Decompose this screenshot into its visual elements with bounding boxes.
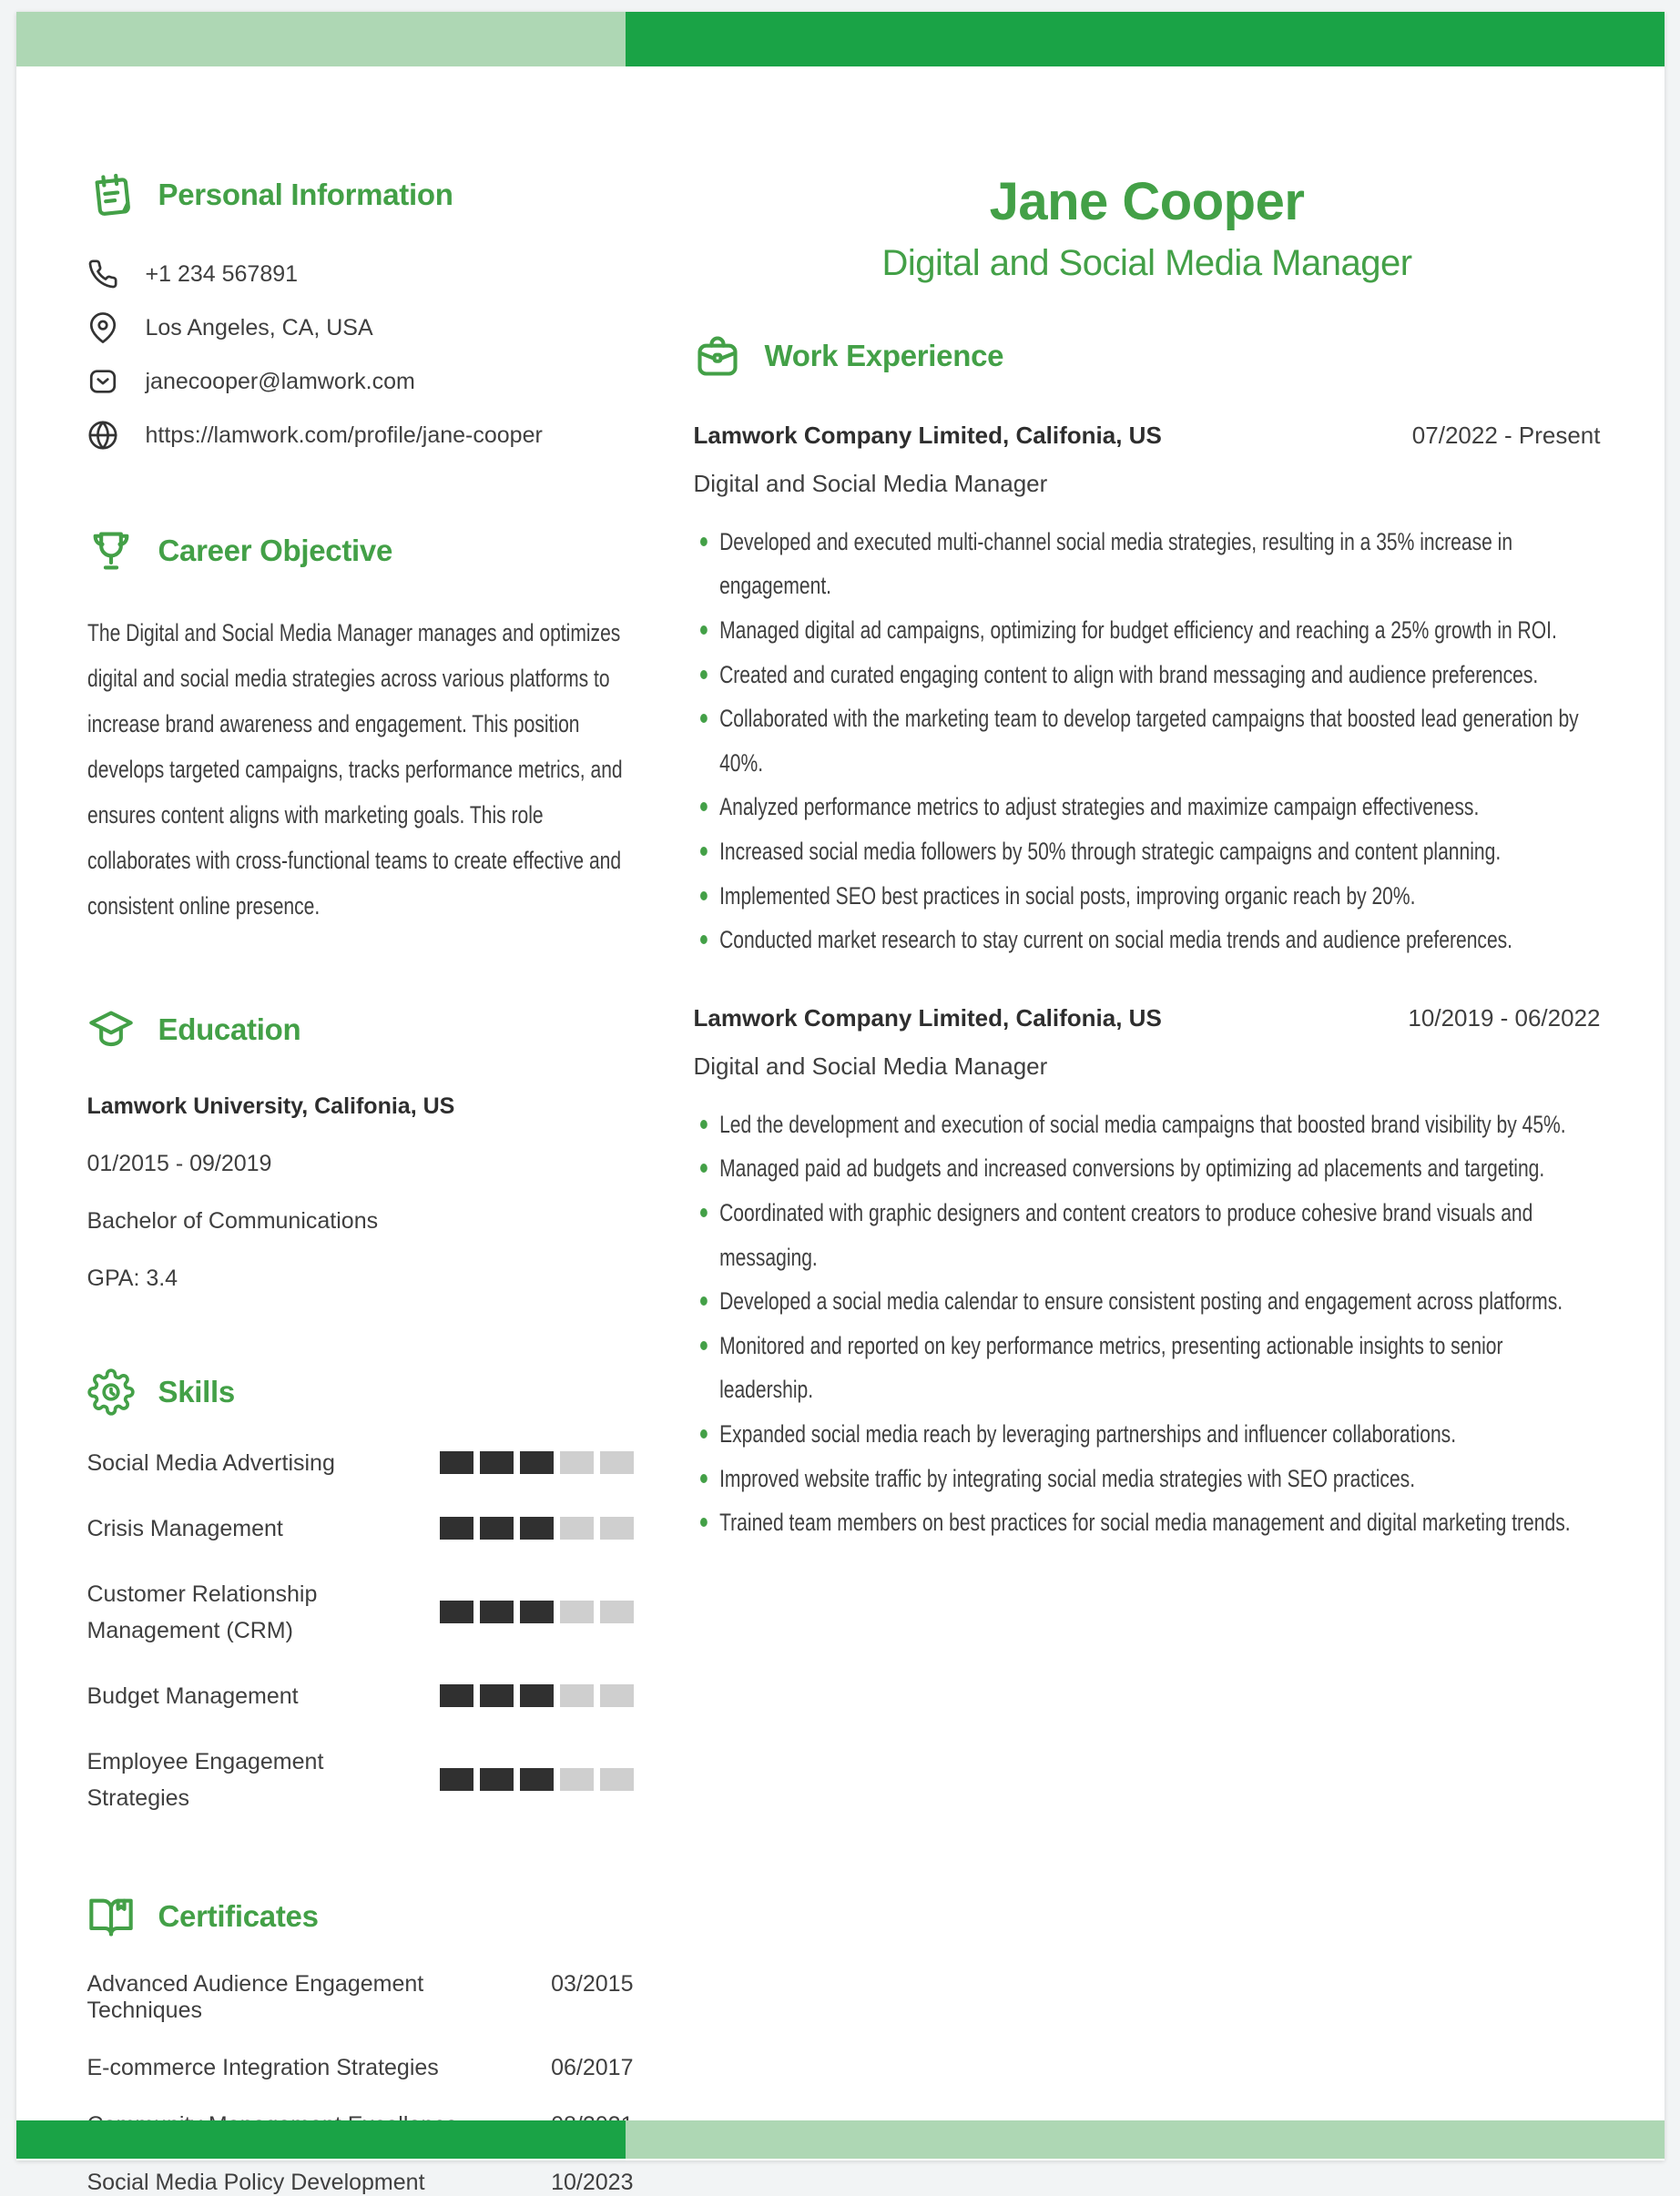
skill-row	[87, 1678, 634, 1714]
job-bullet: Expanded social media reach by leveraging partnerships and influencer collaborations.	[694, 1412, 1601, 1457]
skills-list	[87, 1445, 634, 1816]
top-accent-bar	[16, 12, 1665, 66]
personal-information-title: Personal Information	[158, 178, 453, 211]
education-title: Education	[158, 1012, 301, 1046]
work-experience-header	[694, 332, 1601, 380]
skill-row	[87, 1445, 634, 1481]
certificate-row	[87, 2170, 634, 2196]
certificate-date: 06/2017	[551, 2054, 634, 2080]
job-bullet: Trained team members on best practices for social media management and digital marketing trends.	[694, 1500, 1601, 1545]
job-dates: 07/2022 - Present	[1411, 421, 1601, 449]
skill-level-squares	[440, 1601, 634, 1623]
profile-url[interactable]: https://lamwork.com/profile/jane-cooper	[145, 422, 543, 448]
job-bullet: Developed a social media calendar to ensure consistent posting and engagement across platforms.	[694, 1279, 1601, 1324]
education-header	[87, 1006, 634, 1053]
job-bullet: Implemented SEO best practices in social posts, improving organic reach by 20%.	[694, 874, 1601, 919]
education-dates: 01/2015 - 09/2019	[87, 1150, 272, 1176]
notepad-icon	[87, 171, 135, 219]
job-bullet: Coordinated with graphic designers and content creators to produce cohesive brand visuals and messaging.	[694, 1191, 1601, 1279]
certificate-name: Social Media Policy Development	[87, 2169, 425, 2195]
person-job-title: Digital and Social Media Manager	[881, 242, 1412, 283]
job-bullet: Led the development and execution of social media campaigns that boosted brand visibility by 45%.	[694, 1103, 1601, 1147]
certificate-name: Advanced Audience Engagement Techniques	[87, 1970, 424, 2023]
job-role: Digital and Social Media Manager	[693, 469, 1048, 497]
skill-level-squares	[440, 1451, 634, 1474]
job-entry	[694, 422, 1601, 962]
certificates-list	[87, 1971, 634, 2196]
personal-information-header	[87, 171, 634, 219]
career-objective-header	[87, 527, 634, 574]
skill-row	[87, 1744, 634, 1816]
top-bar-dark-segment	[626, 12, 1664, 66]
website-icon	[87, 420, 118, 451]
certificate-row	[87, 2055, 634, 2081]
skill-level-squares	[440, 1684, 634, 1707]
certificate-row	[87, 1971, 634, 2024]
job-entry	[694, 1004, 1601, 1545]
job-bullet: Created and curated engaging content to align with brand messaging and audience preferences.	[694, 653, 1601, 697]
location-icon	[87, 312, 118, 343]
work-experience-title: Work Experience	[764, 338, 1004, 372]
job-bullet-list	[694, 1103, 1601, 1545]
job-bullet: Increased social media followers by 50% through strategic campaigns and content planning.	[694, 829, 1601, 874]
career-objective-title: Career Objective	[158, 534, 393, 567]
skill-row	[87, 1576, 634, 1649]
bottom-bar-light-segment	[626, 2120, 1664, 2159]
top-bar-light-segment	[16, 12, 626, 66]
skill-level-squares	[440, 1768, 634, 1791]
job-bullet: Managed paid ad budgets and increased conversions by optimizing ad placements and targeting.	[694, 1146, 1601, 1191]
trophy-icon	[87, 527, 135, 574]
skill-name: Budget Management	[87, 1683, 299, 1709]
briefcase-icon	[694, 332, 741, 380]
job-bullet-list	[694, 520, 1601, 962]
skills-header	[87, 1368, 634, 1416]
section-personal-information	[87, 171, 634, 451]
skills-title: Skills	[158, 1374, 235, 1408]
location-text: Los Angeles, CA, USA	[145, 314, 373, 341]
job-company: Lamwork Company Limited, Califonia, US	[693, 421, 1162, 449]
right-column	[694, 171, 1601, 1545]
phone-icon	[87, 259, 118, 290]
education-school: Lamwork University, Califonia, US	[87, 1093, 455, 1119]
person-name: Jane Cooper	[989, 172, 1305, 231]
certificate-name: E-commerce Integration Strategies	[87, 2054, 439, 2080]
skill-name: Employee Engagement Strategies	[87, 1748, 324, 1811]
job-bullet: Conducted market research to stay current on social media trends and audience preferences.	[694, 918, 1601, 962]
phone-number: +1 234 567891	[145, 260, 299, 287]
contact-row-website	[87, 420, 634, 451]
skill-name: Social Media Advertising	[87, 1449, 335, 1476]
section-skills	[87, 1368, 634, 1816]
page-content	[16, 66, 1665, 2196]
bottom-accent-bar	[16, 2120, 1665, 2159]
bottom-bar-dark-segment	[16, 2120, 626, 2159]
education-gpa: GPA: 3.4	[87, 1265, 178, 1291]
contact-list	[87, 259, 634, 451]
job-role: Digital and Social Media Manager	[693, 1052, 1048, 1080]
job-bullet: Monitored and reported on key performance metrics, presenting actionable insights to senior leadership.	[694, 1324, 1601, 1412]
certificates-header	[87, 1893, 634, 1940]
job-bullet: Improved website traffic by integrating social media strategies with SEO practices.	[694, 1457, 1601, 1501]
job-bullet: Developed and executed multi-channel social media strategies, resulting in a 35% increase in engagement.	[694, 520, 1601, 608]
email-icon	[87, 366, 118, 397]
skill-name: Customer Relationship Management (CRM)	[87, 1581, 318, 1643]
skill-level-squares	[440, 1517, 634, 1540]
job-dates: 10/2019 - 06/2022	[1408, 1003, 1601, 1032]
certificates-title: Certificates	[158, 1898, 319, 1933]
resume-page	[16, 12, 1665, 2195]
job-bullet: Analyzed performance metrics to adjust strategies and maximize campaign effectiveness.	[694, 785, 1601, 829]
contact-row-location	[87, 312, 634, 343]
career-objective-text: The Digital and Social Media Manager manages and optimizes digital and social media strategies across various platforms to increase brand awareness and engagement. This position develops targeted campaigns, tracks performance metrics, and ensures content aligns with marketing goals. This role collaborates with cross-functional teams to create effective and consistent online presence.	[87, 619, 623, 920]
section-career-objective	[87, 527, 634, 930]
skill-row	[87, 1510, 634, 1547]
certificate-date: 03/2015	[551, 1970, 634, 1997]
email-address[interactable]: janecooper@lamwork.com	[145, 368, 415, 394]
left-column	[87, 171, 634, 2196]
job-header	[694, 422, 1601, 450]
contact-row-phone	[87, 259, 634, 290]
contact-row-email	[87, 366, 634, 397]
job-bullet: Collaborated with the marketing team to develop targeted campaigns that boosted lead generation by 40%.	[694, 696, 1601, 785]
job-bullet: Managed digital ad campaigns, optimizing for budget efficiency and reaching a 25% growth in ROI.	[694, 608, 1601, 653]
education-degree: Bachelor of Communications	[87, 1207, 379, 1234]
section-education	[87, 1006, 634, 1292]
skill-name: Crisis Management	[87, 1515, 283, 1541]
graduation-cap-icon	[87, 1006, 135, 1053]
open-book-icon	[87, 1893, 135, 1940]
job-company: Lamwork Company Limited, Califonia, US	[693, 1003, 1162, 1032]
section-work-experience	[694, 332, 1601, 1545]
gear-clock-icon	[87, 1368, 135, 1416]
certificate-date: 10/2023	[551, 2169, 634, 2195]
job-header	[694, 1004, 1601, 1032]
